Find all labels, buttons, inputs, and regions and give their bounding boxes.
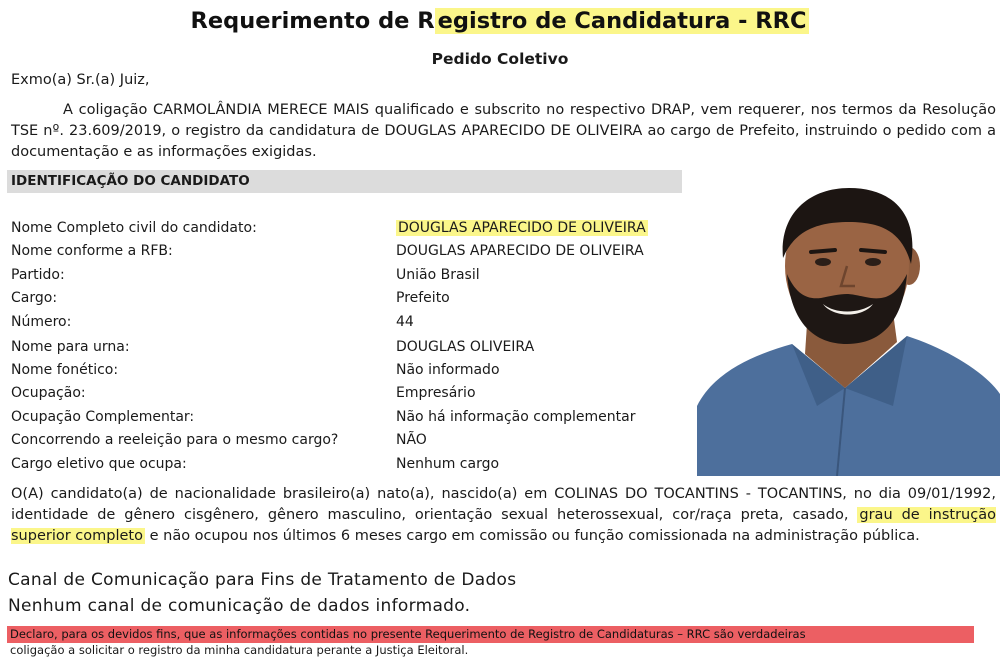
field-value-full-name: DOUGLAS APARECIDO DE OLIVEIRA bbox=[398, 220, 646, 236]
field-value: União Brasil bbox=[396, 267, 480, 283]
declaration-line-2: coligação a solicitar o registro da minha candidatura perante a Justiça Eleitoral. bbox=[10, 643, 469, 657]
data-channel-text: Nenhum canal de comunicação de dados informado. bbox=[8, 596, 471, 616]
field-value: Empresário bbox=[396, 385, 476, 401]
field-label: Concorrendo a reeleição para o mesmo cargo? bbox=[11, 432, 339, 448]
declaration-line-1: Declaro, para os devidos fins, que as informações contidas no presente Requerimento de Registro de Candidaturas – RRC são verdadeiras bbox=[7, 626, 974, 643]
field-label: Cargo eletivo que ocupa: bbox=[11, 456, 187, 472]
salutation: Exmo(a) Sr.(a) Juiz, bbox=[11, 72, 150, 88]
candidate-portrait-icon bbox=[697, 174, 1000, 476]
title-highlight: egistro de Candidatura - RRC bbox=[435, 8, 810, 34]
field-value: 44 bbox=[396, 314, 414, 330]
field-value: DOUGLAS OLIVEIRA bbox=[396, 339, 535, 355]
field-label: Ocupação Complementar: bbox=[11, 409, 195, 425]
field-label: Nome para urna: bbox=[11, 339, 130, 355]
field-value: NÃO bbox=[396, 432, 427, 448]
field-label: Ocupação: bbox=[11, 385, 86, 401]
field-label: Nome fonético: bbox=[11, 362, 119, 378]
field-label: Nome conforme a RFB: bbox=[11, 243, 173, 259]
section-title-identification: IDENTIFICAÇÃO DO CANDIDATO bbox=[7, 170, 682, 193]
data-channel-title: Canal de Comunicação para Fins de Tratamento de Dados bbox=[8, 570, 517, 590]
field-value: Prefeito bbox=[396, 290, 450, 306]
candidate-photo bbox=[697, 174, 1000, 476]
candidate-description: O(A) candidato(a) de nacionalidade brasileiro(a) nato(a), nascido(a) em COLINAS DO TOCANTINS - TOCANTINS, no dia 09/01/1992, identidade de gênero cisgênero, gênero masculino, orientação sexual heterossexual, cor/raça preta, casado, grau de instrução superior completo e não ocupou nos últimos 6 meses cargo em comissão ou função comissionada na administração pública. bbox=[11, 486, 996, 544]
field-label: Cargo: bbox=[11, 290, 58, 306]
field-value: DOUGLAS APARECIDO DE OLIVEIRA bbox=[396, 243, 644, 259]
education-highlight: grau de instrução superior completo bbox=[11, 507, 996, 544]
intro-paragraph: A coligação CARMOLÂNDIA MERECE MAIS qualificado e subscrito no respectivo DRAP, vem requerer, nos termos da Resolução TSE nº. 23.609/2019, o registro da candidatura de DOUGLAS APARECIDO DE OLIVEIRA ao cargo de Prefeito, instruindo o pedido com a documentação e as informações exigidas. bbox=[11, 102, 996, 160]
field-label: Partido: bbox=[11, 267, 65, 283]
page-title: Requerimento de R egistro de Candidatura - RRC bbox=[0, 8, 1000, 34]
field-value: Não há informação complementar bbox=[396, 409, 636, 425]
field-label: Número: bbox=[11, 314, 72, 330]
field-value: Não informado bbox=[396, 362, 500, 378]
field-value: Nenhum cargo bbox=[396, 456, 500, 472]
field-label: Nome Completo civil do candidato: bbox=[11, 220, 257, 236]
page-subtitle: Pedido Coletivo bbox=[431, 50, 569, 68]
